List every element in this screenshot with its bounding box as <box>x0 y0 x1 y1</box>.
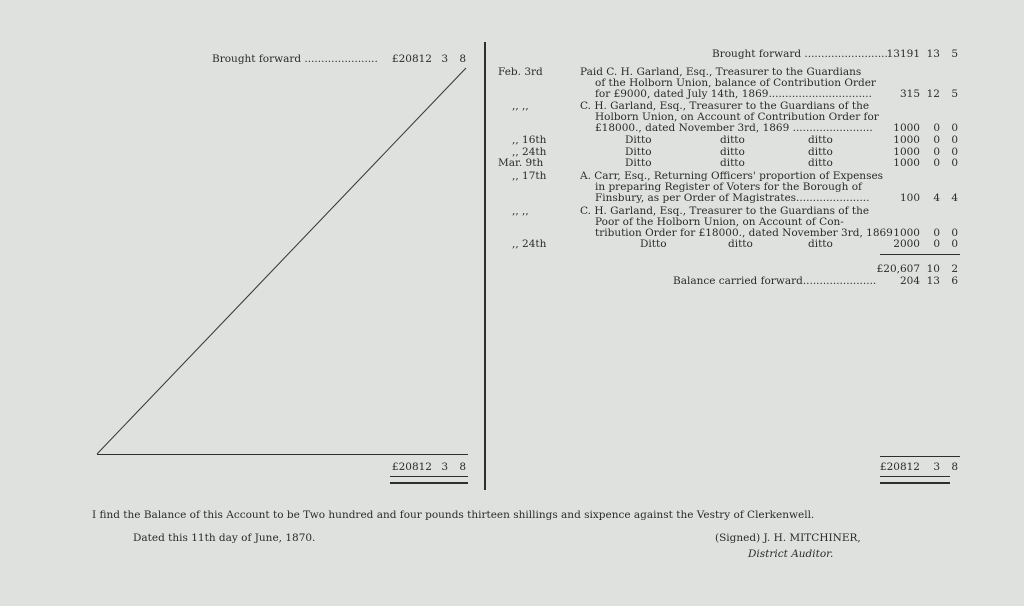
right-brought-forward-amount: 13191 <box>886 48 920 60</box>
ditto-text: ditto <box>720 146 745 158</box>
ditto-text: Ditto <box>625 134 652 146</box>
entry-pence: 0 <box>951 227 958 239</box>
entry-line: C. H. Garland, Esq., Treasurer to the Guardians of the <box>580 100 870 112</box>
ditto-text: ditto <box>720 157 745 169</box>
balance-pence: 6 <box>951 275 958 287</box>
subtotal-pence: 2 <box>951 263 958 275</box>
ditto-text: ditto <box>808 146 833 158</box>
entry-shillings: 0 <box>933 134 940 146</box>
left-total-rule-1 <box>390 476 468 477</box>
balance-shillings: 13 <box>926 275 940 287</box>
entry-shillings: 12 <box>926 88 940 100</box>
subtotal-shillings: 10 <box>926 263 940 275</box>
entry-line: Holborn Union, on Account of Contribution Order for <box>595 111 879 123</box>
subtotal-amount: £20,607 <box>876 263 920 275</box>
entry-line: C. H. Garland, Esq., Treasurer to the Guardians of the <box>580 205 870 217</box>
ditto-text: ditto <box>808 157 833 169</box>
entry-line: Poor of the Holborn Union, on Account of Con- <box>595 216 844 228</box>
left-total-shillings: 3 <box>441 461 448 473</box>
entry-amount: 100 <box>899 192 920 204</box>
ditto-text: ditto <box>808 134 833 146</box>
entry-date: ,, 17th <box>512 170 547 182</box>
balance-carried-forward-label: Balance carried forward...................... <box>673 275 877 287</box>
right-brought-forward-pence: 5 <box>951 48 958 60</box>
ditto-text: Ditto <box>640 238 667 250</box>
dated-line: Dated this 11th day of June, 1870. <box>133 532 316 544</box>
entry-line: Paid C. H. Garland, Esq., Treasurer to the Guardians <box>580 66 862 78</box>
right-total-shillings: 3 <box>933 461 940 473</box>
entry-shillings: 0 <box>933 122 940 134</box>
entry-pence: 5 <box>951 88 958 100</box>
ditto-text: Ditto <box>625 157 652 169</box>
right-total-rule-1 <box>880 476 950 477</box>
signature-line: (Signed) J. H. MITCHINER, <box>715 532 861 544</box>
entry-pence: 0 <box>951 157 958 169</box>
entry-date: ,, 24th <box>512 238 547 250</box>
entry-pence: 0 <box>951 122 958 134</box>
auditor-title: District Auditor. <box>748 548 834 560</box>
entry-shillings: 0 <box>933 157 940 169</box>
entry-amount: 315 <box>899 88 920 100</box>
entry-pence: 0 <box>951 238 958 250</box>
entry-date: Feb. 3rd <box>498 66 543 78</box>
entry-date: ,, 16th <box>512 134 547 146</box>
entry-pence: 0 <box>951 146 958 158</box>
ditto-text: ditto <box>808 238 833 250</box>
ditto-text: Ditto <box>625 146 652 158</box>
left-baseline-rule <box>97 454 468 455</box>
entry-amount: 1000 <box>893 134 920 146</box>
entry-date: ,, ,, <box>512 205 529 217</box>
left-total-rule-2 <box>390 482 468 484</box>
entry-line: A. Carr, Esq., Returning Officers' proportion of Expenses <box>580 170 884 182</box>
balance-amount: 204 <box>899 275 920 287</box>
entry-amount: 1000 <box>893 157 920 169</box>
entry-line: tribution Order for £18000., dated November 3rd, 1869 <box>595 227 893 239</box>
right-total-rule-2 <box>880 482 950 484</box>
left-total-amount: £20812 <box>391 461 432 473</box>
entry-line: Finsbury, as per Order of Magistrates...................... <box>595 192 870 204</box>
entry-line: for £9000, dated July 14th, 1869............................... <box>595 88 872 100</box>
right-brought-forward-label: Brought forward ......................... <box>712 48 888 60</box>
entry-pence: 0 <box>951 134 958 146</box>
entry-shillings: 0 <box>933 146 940 158</box>
right-total-amount: £20812 <box>879 461 920 473</box>
entry-line: in preparing Register of Voters for the Borough of <box>595 181 862 193</box>
left-total-pence: 8 <box>459 461 466 473</box>
audit-statement: I find the Balance of this Account to be Two hundred and four pounds thirteen shillings and sixpence against the Vestry of Clerkenwell. <box>92 509 815 521</box>
column-divider <box>484 42 486 490</box>
entry-line: of the Holborn Union, balance of Contribution Order <box>595 77 876 89</box>
entry-line: £18000., dated November 3rd, 1869 ........................ <box>595 122 873 134</box>
left-brought-forward-label: Brought forward ...................... <box>212 53 378 65</box>
left-brought-forward-shillings: 3 <box>441 53 448 65</box>
right-total-pence: 8 <box>951 461 958 473</box>
entry-pence: 4 <box>951 192 958 204</box>
subtotal-rule <box>880 254 960 255</box>
entry-amount: 1000 <box>893 122 920 134</box>
entry-amount: 2000 <box>893 238 920 250</box>
entry-amount: 1000 <box>893 227 920 239</box>
left-brought-forward-pence: 8 <box>459 53 466 65</box>
entry-shillings: 4 <box>933 192 940 204</box>
entry-date: ,, ,, <box>512 100 529 112</box>
entry-shillings: 0 <box>933 227 940 239</box>
entry-date: Mar. 9th <box>498 157 544 169</box>
left-brought-forward-amount: £20812 <box>391 53 432 65</box>
ditto-text: ditto <box>728 238 753 250</box>
entry-amount: 1000 <box>893 146 920 158</box>
ditto-text: ditto <box>720 134 745 146</box>
right-brought-forward-shillings: 13 <box>926 48 940 60</box>
right-total-top-rule <box>880 456 960 457</box>
entry-date: ,, 24th <box>512 146 547 158</box>
entry-shillings: 0 <box>933 238 940 250</box>
